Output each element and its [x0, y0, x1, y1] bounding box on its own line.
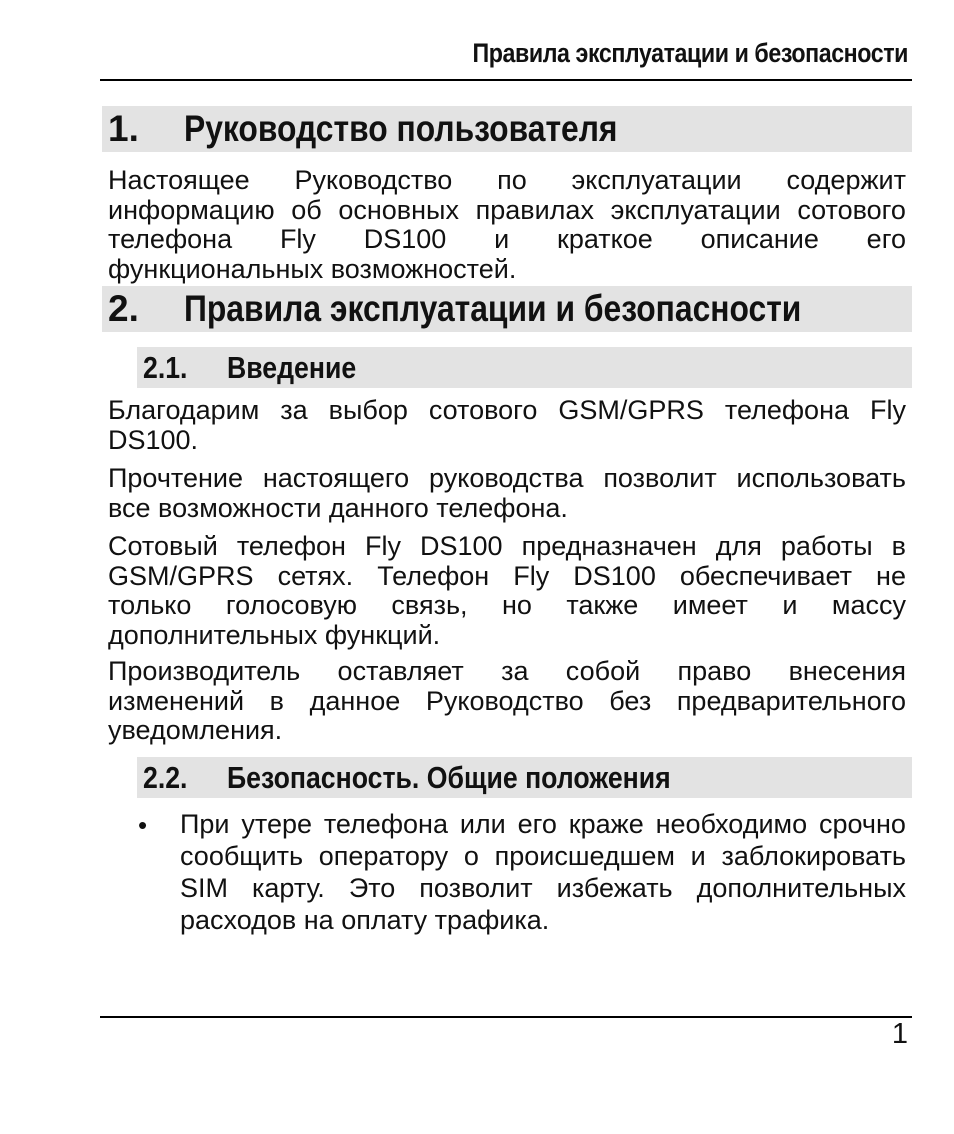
word: и [690, 841, 706, 871]
word: DS100 [573, 560, 656, 591]
word: и [782, 590, 798, 620]
section-2-1-heading [137, 347, 912, 388]
intro-paragraph-1 [108, 396, 906, 455]
word: или [459, 809, 506, 839]
word: Fly [513, 560, 550, 591]
section-2-title: Правила эксплуатации и безопасности [184, 288, 802, 329]
text-line [180, 904, 906, 936]
word: в [891, 531, 906, 561]
word: дополнительных [696, 873, 906, 903]
word: без [609, 685, 652, 716]
text-line [108, 687, 906, 717]
word: собой [565, 656, 641, 686]
word: позволит [419, 873, 533, 903]
word: также [566, 590, 639, 620]
word: голосовую [225, 590, 357, 620]
word: содержит [786, 165, 906, 195]
section-2-2-heading [137, 757, 912, 798]
word: изменений [108, 685, 245, 716]
word: для [715, 531, 762, 561]
word: происшедшем [494, 841, 675, 871]
word: его [866, 224, 906, 254]
word: Fly [869, 395, 906, 425]
header-rule [100, 79, 912, 81]
line-text: функциональных возможностей. [108, 253, 517, 284]
word: телефона [108, 224, 233, 254]
text-line [108, 464, 906, 494]
word: Это [348, 873, 396, 903]
footer-rule [100, 1016, 912, 1018]
word: GSM/GPRS [108, 560, 254, 591]
text-line [108, 591, 906, 621]
text-line [108, 716, 906, 746]
section-1-heading [102, 106, 912, 152]
word: Телефон [377, 560, 490, 591]
word: работы [780, 531, 873, 561]
intro-paragraph-3 [108, 532, 906, 650]
word: за [280, 395, 308, 425]
word: настоящего [262, 463, 410, 493]
line-text: расходов на оплату трафика. [180, 905, 550, 935]
bullet-icon: • [138, 810, 148, 840]
word: выбор [328, 395, 408, 425]
text-line [180, 872, 906, 904]
word: Fly [364, 531, 401, 561]
section-2-1-number: 2.1. [143, 350, 188, 385]
word: об [291, 194, 322, 225]
text-line [108, 255, 906, 285]
word: позволит [603, 463, 717, 493]
section-1-paragraph [108, 166, 906, 284]
word: краткое [557, 224, 653, 254]
section-2-1-title: Введение [227, 350, 357, 385]
word: за [501, 656, 529, 686]
text-line [108, 532, 906, 562]
word: внесения [788, 656, 906, 686]
word: краже [568, 809, 644, 839]
line-text: уведомления. [108, 715, 283, 745]
text-line [180, 840, 906, 872]
word: сообщить [180, 841, 304, 871]
text-line [108, 621, 906, 651]
word: массу [831, 590, 906, 620]
section-2-heading [102, 286, 912, 332]
section-1-title: Руководство пользователя [184, 108, 618, 149]
word: о [463, 841, 479, 871]
word: телефона [323, 809, 448, 839]
word: срочно [818, 809, 906, 839]
word: избежать [556, 873, 673, 903]
word: Настоящее [108, 165, 250, 195]
section-2-2-title: Безопасность. Общие положения [227, 760, 671, 795]
safety-bullet-item [180, 808, 906, 936]
line-text: DS100. [108, 424, 199, 455]
intro-paragraph-4 [108, 657, 906, 746]
word: не [876, 560, 906, 591]
word: предназначен [521, 531, 697, 561]
word: Производитель [108, 656, 301, 686]
word: связь, [391, 590, 468, 620]
word: SIM [180, 873, 229, 903]
word: заблокировать [721, 841, 906, 871]
word: использовать [736, 463, 906, 493]
section-1-number: 1. [108, 108, 139, 149]
word: GSM/GPRS [558, 395, 704, 425]
word: Руководство [425, 685, 584, 716]
word: его [517, 809, 557, 839]
word: карту. [252, 873, 325, 903]
word: описание [700, 224, 819, 254]
word: утере [241, 809, 312, 839]
text-line [108, 196, 906, 226]
word: DS100 [420, 531, 503, 561]
line-text: все возможности данного телефона. [108, 492, 568, 523]
word: данное [309, 685, 401, 716]
word: Благодарим [108, 395, 260, 425]
word: оставляет [337, 656, 464, 686]
word: сотового [797, 194, 906, 225]
word: телефон [236, 531, 346, 561]
word: имеет [672, 590, 748, 620]
word: Fly [279, 224, 316, 254]
intro-paragraph-2 [108, 464, 906, 523]
word: необходимо [655, 809, 808, 839]
word: Руководство [294, 165, 453, 195]
word: сетях. [277, 560, 354, 591]
text-line [180, 808, 906, 840]
word: только [108, 590, 192, 620]
word: эксплуатации [571, 165, 742, 195]
word: основных [338, 194, 459, 225]
word: телефона [724, 395, 850, 425]
text-line [108, 657, 906, 687]
word: Сотовый [108, 531, 218, 561]
word: обеспечивает [679, 560, 852, 591]
text-line [108, 426, 906, 456]
section-2-2-number: 2.2. [143, 760, 188, 795]
running-header: Правила эксплуатации и безопасности [472, 38, 908, 68]
word: но [501, 590, 532, 620]
text-line [108, 494, 906, 524]
word: сотового [428, 395, 538, 425]
text-line [108, 166, 906, 196]
line-text: дополнительных функций. [108, 619, 441, 650]
text-line [108, 562, 906, 592]
page-number: 1 [891, 1018, 908, 1050]
word: оператору [318, 841, 449, 871]
word: право [677, 656, 752, 686]
word: DS100 [363, 224, 447, 254]
word: правилах [475, 194, 594, 225]
word: руководства [428, 463, 584, 493]
word: Прочтение [108, 463, 243, 493]
word: информацию [108, 194, 275, 225]
text-line [108, 225, 906, 255]
word: по [497, 165, 527, 195]
word: эксплуатации [610, 194, 781, 225]
word: и [494, 224, 510, 254]
section-2-number: 2. [108, 288, 139, 329]
word: При [180, 809, 230, 839]
word: предварительного [676, 685, 906, 716]
word: в [269, 685, 284, 716]
text-line [108, 396, 906, 426]
